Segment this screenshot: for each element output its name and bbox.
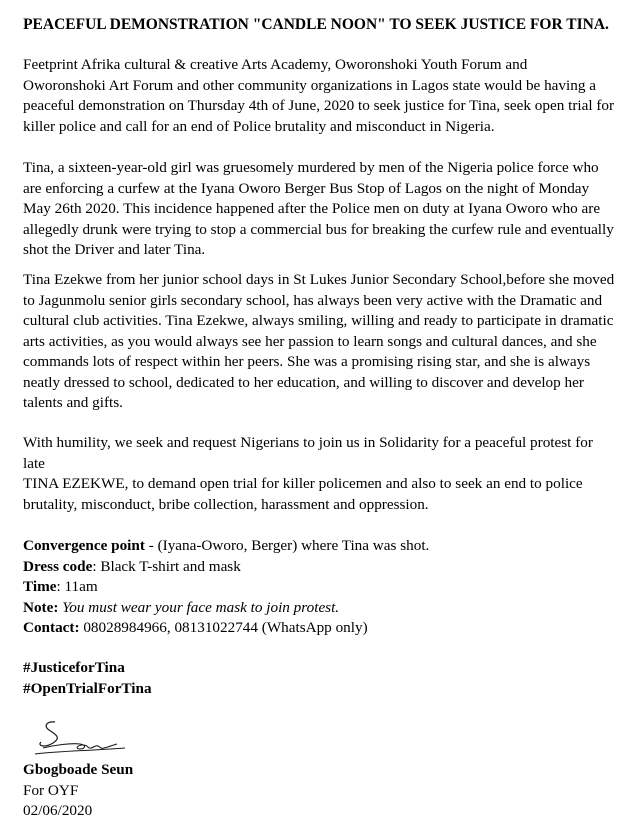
detail-time (23, 577, 615, 598)
paragraph-line: allegedly drunk were trying to stop a commercial bus for breaking the curfew rule and eventually (23, 220, 614, 238)
signatory-name: Gbogboade Seun (23, 761, 134, 778)
hashtag: #JusticeforTina (23, 659, 125, 676)
detail-value: - (Iyana-Oworo, Berger) where Tina was shot. (144, 537, 430, 554)
paragraph-line: brutality, misconduct, bribe collection, harassment and oppression. (23, 495, 429, 513)
detail-value: : 11am (56, 578, 98, 595)
signatory-block (23, 760, 133, 822)
detail-note (23, 598, 615, 619)
detail-value: : Black T-shirt and mask (92, 557, 241, 575)
paragraph-line: cultural club activities. Tina Ezekwe, always smiling, willing and ready to participate in dramatic (23, 312, 614, 329)
detail-value: You must wear your face mask to join protest. (58, 598, 340, 616)
paragraph-line: arts activities, as you would always see her passion to learn songs and cultural dances, and she (23, 332, 597, 350)
paragraph-line: talents and gifts. (23, 394, 123, 411)
paragraph-biography (23, 270, 615, 414)
paragraph-line: Oworonshoki Art Forum and other community organizations in Lagos state would be having a (23, 76, 596, 94)
paragraph-line: commands lots of respect within her peers. She was a promising rising star, and she is always (23, 353, 591, 370)
paragraph-appeal (23, 433, 615, 515)
detail-label: Time (23, 578, 57, 595)
detail-label: Contact: (23, 619, 80, 636)
paragraph-line: late (23, 454, 45, 472)
paragraph-organizers (23, 55, 615, 137)
paragraph-line: TINA EZEKWE, to demand open trial for killer policemen and also to seek an end to police (23, 475, 583, 492)
paragraph-line: neatly dressed to school, dedicated to her education, and willing to discover and develop her (23, 373, 584, 391)
detail-label: Note: (23, 598, 59, 616)
paragraph-line: are enforcing a curfew at the Iyana Oworo Berger Bus Stop of Lagos on the night of Monday (23, 179, 590, 197)
paragraph-line: peaceful demonstration on Thursday 4th of June, 2020 to seek justice for Tina, seek open trial for (23, 97, 615, 114)
signature-stroke (40, 722, 57, 746)
detail-label: Dress code (23, 557, 93, 575)
paragraph-line: Tina Ezekwe from her junior school days in St Lukes Junior Secondary School,before she moved (23, 271, 615, 288)
hashtags (23, 658, 152, 699)
signature-stroke (43, 744, 117, 749)
hashtag: #OpenTrialForTina (23, 679, 152, 697)
detail-contact (23, 618, 615, 639)
paragraph-line: With humility, we seek and request Nigerians to join us in Solidarity for a peaceful protest for (23, 434, 593, 451)
document-title: PEACEFUL DEMONSTRATION "CANDLE NOON" TO SEEK JUSTICE FOR TINA. (23, 16, 609, 33)
detail-label: Convergence point (23, 537, 145, 554)
paragraph-line: May 26th 2020. This incidence happened after the Police men on duty at Iyana Oworo who are (23, 200, 601, 217)
detail-value: 08028984966, 08131022744 (WhatsApp only) (79, 619, 368, 636)
signatory-date: 02/06/2020 (23, 802, 93, 819)
paragraph-line: killer police and call for an end of Police brutality and misconduct in Nigeria. (23, 117, 495, 135)
paragraph-incident (23, 158, 615, 261)
paragraph-line: Feetprint Afrika cultural & creative Arts Academy, Oworonshoki Youth Forum and (23, 56, 528, 73)
paragraph-line: shot the Driver and later Tina. (23, 241, 206, 258)
event-details (23, 536, 615, 639)
paragraph-line: to Jagunmolu senior girls secondary school, has always been very active with the Dramatic and (23, 291, 603, 309)
paragraph-line: Tina, a sixteen-year-old girl was gruesomely murdered by men of the Nigeria police force who (23, 159, 599, 176)
detail-dress-code (23, 557, 615, 578)
signatory-org: For OYF (23, 781, 79, 799)
handwritten-signature (25, 718, 135, 763)
detail-convergence (23, 536, 615, 557)
